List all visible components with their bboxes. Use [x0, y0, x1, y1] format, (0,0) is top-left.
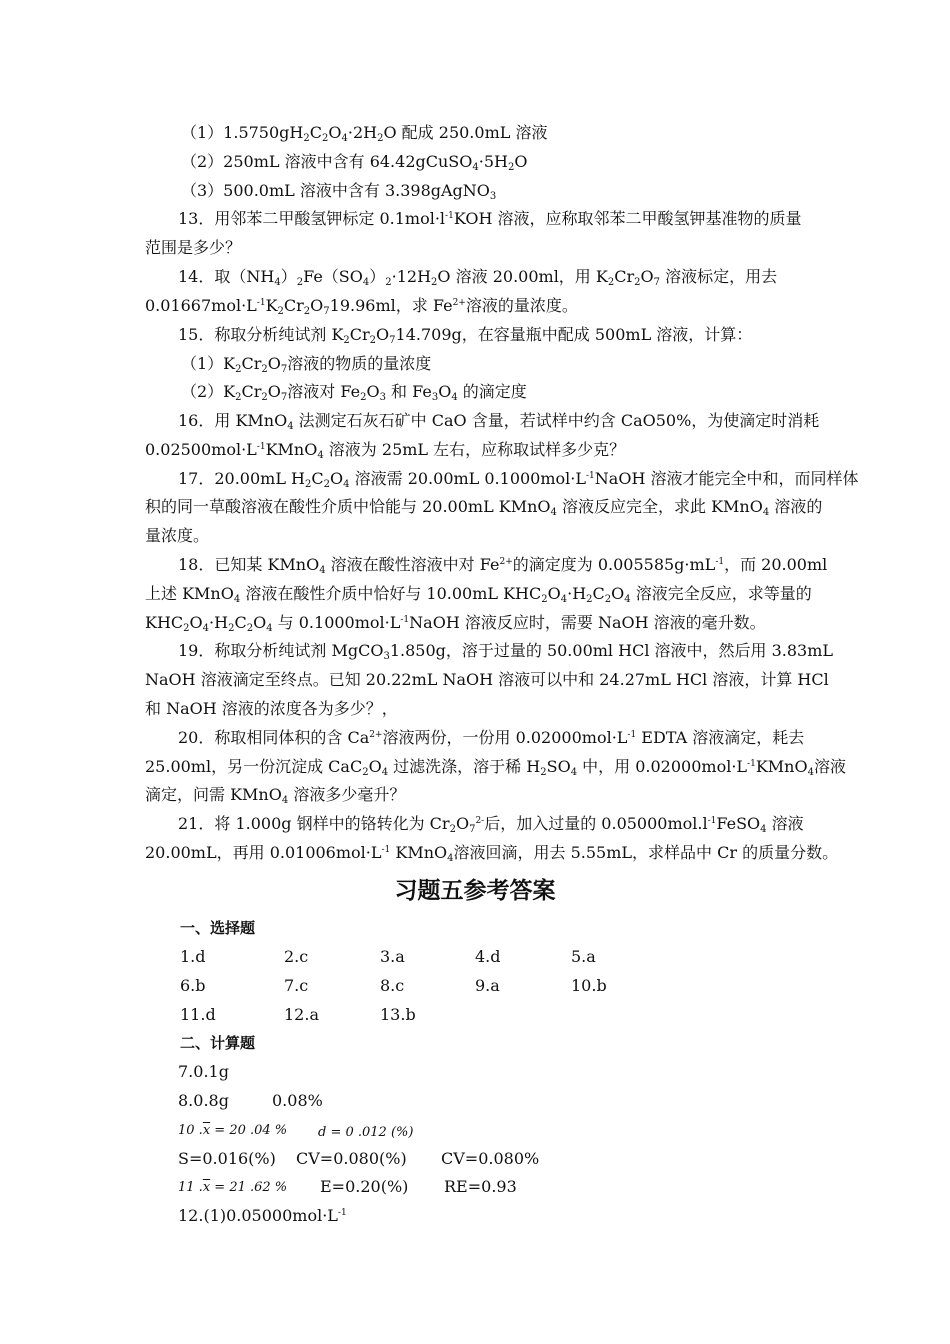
subitem-2: （2）250mL 溶液中含有 $64.42gCuSO_4\cdot 5H_2O$ [181, 152, 528, 173]
choice-answer: 4.d [475, 947, 501, 966]
question-15-line-1: 15．称取分析纯试剂 $K_2Cr_2O_714.709g$，在容量瓶中配成 500mL 溶液，计算： [178, 325, 753, 346]
question-14-line-2: $0.01667mol\cdot L^{-1}K_2Cr_2O_719.96ml$，求 $Fe^{2+}$溶液的量浓度。 [145, 296, 578, 317]
question-18-line-3: $KHC_2O_4\cdot H_2C_2O_4$ 与 $0.1000mol\cdot L^{-1}NaOH$ 溶液反应时，需要 NaOH 溶液的毫升数。 [145, 613, 766, 634]
section-calc-heading: 二、计算题 [180, 1034, 256, 1052]
question-19-line-1: 19．称取分析纯试剂 MgCO$_3$1.850g，溶于过量的 50.00ml HCl 溶液中，然后用 3.83mL [178, 641, 834, 662]
choice-answer: 5.a [571, 947, 596, 966]
choice-answer: 11.d [180, 1005, 216, 1024]
question-14-line-1: 14．取$(NH_4)_2Fe(SO_4)_2\cdot 12H_2O$ 溶液 20.00ml，用 $K_2Cr_2O_7$ 溶液标定，用去 [178, 267, 778, 288]
choice-answer: 12.a [284, 1005, 319, 1024]
calc-answer-s: S=0.016(%) [178, 1149, 276, 1168]
question-18-line-2: 上述 KMnO$_4$ 溶液在酸性介质中恰好与 10.00mL $KHC_2O_4\cdot H_2C_2O_4$ 溶液完全反应，求等量的 [145, 584, 812, 605]
question-13-line-1: 13．用邻苯二甲酸氢钾标定 $0.1mol\cdot l^{-1}KOH$ 溶液，应称取邻苯二甲酸氢钾基准物的质量 [178, 209, 802, 228]
choice-answer: 3.a [380, 947, 405, 966]
choice-answer: 2.c [284, 947, 309, 966]
question-20-line-2: 25.00ml，另一份沉淀成 $CaC_2O_4$ 过滤洗涤，溶于稀 $H_2SO_4$ 中，用 $0.02000mol\cdot L^{-1}KMnO_4$溶液 [145, 757, 846, 778]
calc-answer-10-deviation: d = 0 .012 (%) [318, 1125, 414, 1140]
calc-answer-8: 8.0.8g [178, 1091, 229, 1110]
question-17-line-1: 17．20.00mL $H_2C_2O_4$ 溶液需 20.00mL $0.1000mol\cdot L^{-1}NaOH$ 溶液才能完全中和，而同样体 [178, 469, 859, 490]
question-17-line-2: 积的同一草酸溶液在酸性介质中恰能与 20.00mL KMnO$_4$ 溶液反应完全，求此 KMnO$_4$ 溶液的 [145, 497, 823, 518]
answers-title: 习题五参考答案 [394, 878, 556, 904]
calc-answer-cv-2: CV=0.080% [441, 1149, 540, 1168]
question-15-part-1: $(1)K_2Cr_2O_7$溶液的物质的量浓度 [181, 354, 432, 375]
choice-answer: 13.b [380, 1005, 416, 1024]
question-19-line-2: NaOH 溶液滴定至终点。已知 20.22mL NaOH 溶液可以中和 24.27mL HCl 溶液，计算 HCl [145, 670, 829, 689]
subitem-3: （3）500.0mL 溶液中含有 3.398gAgNO$_3$ [181, 181, 497, 202]
calc-answer-re: RE=0.93 [444, 1177, 517, 1196]
choice-answer: 6.b [180, 976, 206, 995]
question-16-line-2: $0.02500mol\cdot L^{-1}KMnO_4$ 溶液为 25mL 左右，应称取试样多少克？ [145, 440, 626, 461]
calc-answer-7: 7.0.1g [178, 1062, 229, 1081]
calc-answer-10-mean: 10 $.\overline{x} = 20$ .04 % [178, 1123, 288, 1138]
choice-answer: 8.c [380, 976, 405, 995]
choice-answer: 9.a [475, 976, 500, 995]
question-18-line-1: 18．已知某 KMnO$_4$ 溶液在酸性溶液中对 $Fe^{2+}$的滴定度为 $0.005585g\cdot mL^{-1}$，而 20.00ml [178, 555, 828, 576]
choice-answer: 7.c [284, 976, 309, 995]
calc-answer-cv: CV=0.080(%) [296, 1149, 407, 1168]
question-20-line-1: 20．称取相同体积的含 $Ca^{2+}$溶液两份，一份用 $0.02000mol\cdot L^{-1}$ EDTA 溶液滴定，耗去 [178, 728, 805, 747]
calc-answer-12: $12.(1)0.05000mol\cdot L^{-1}$ [178, 1206, 347, 1225]
choice-answer: 10.b [571, 976, 607, 995]
question-17-line-3: 量浓度。 [145, 526, 210, 545]
question-19-line-3: 和 NaOH 溶液的浓度各为多少？， [145, 699, 398, 718]
question-16-line-1: 16．用 KMnO$_4$ 法测定石灰石矿中 CaO 含量，若试样中约含 CaO50%，为使滴定时消耗 [178, 411, 820, 432]
section-choice-heading: 一、选择题 [180, 919, 256, 937]
question-15-part-2: $(2)K_2Cr_2O_7$溶液对 $Fe_2O_3$ 和 $Fe_3O_4$ 的滴定度 [181, 382, 527, 403]
question-13-line-2: 范围是多少？ [145, 238, 242, 257]
question-21-line-1: 21．将 1.000g 钢样中的铬转化为 $Cr_2O_7^{2-}$后，加入过量的 $0.05000mol.l^{-1}FeSO_4$ 溶液 [178, 814, 804, 835]
question-21-line-2: 20.00mL，再用 $0.01006mol\cdot L^{-1}$ KMnO$_4$溶液回滴，用去 5.55mL，求样品中 Cr 的质量分数。 [145, 843, 839, 864]
choice-answer: 1.d [180, 947, 206, 966]
calc-answer-e: E=0.20(%) [320, 1177, 409, 1196]
question-20-line-3: 滴定，问需 KMnO$_4$ 溶液多少毫升？ [145, 785, 406, 806]
subitem-1: $(1)1.5750gH_2C_2O_4\cdot 2H_2O$ 配成 250.0mL 溶液 [181, 123, 548, 144]
calc-answer-11-mean: 11 $.\overline{x} = 21$ .62 % [178, 1180, 288, 1195]
calc-answer-8-percent: 0.08% [272, 1091, 323, 1110]
